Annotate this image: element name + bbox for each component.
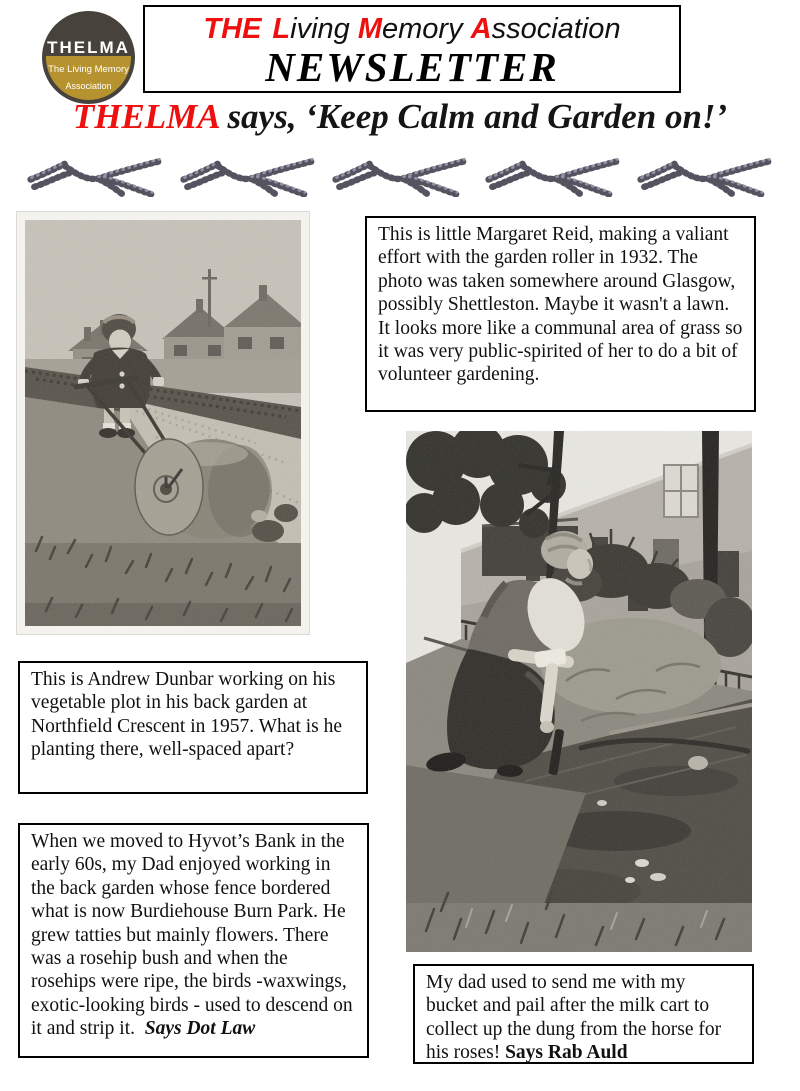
story-rab-auld-attribution: Says Rab Auld: [505, 1042, 628, 1064]
story-dot-law-attribution: Says Dot Law: [144, 1018, 256, 1040]
caption-margaret-reid: [365, 216, 756, 412]
logo-title: THELMA: [47, 38, 130, 57]
caption-margaret-text: This is little Margaret Reid, making a valiant effort with the garden roller in 1932. The photo was taken somewhere around Glasgow, possibly Shettleston. Maybe it wasn't a lawn. It looks more like a communal area of grass so it was very public-spirited of her to do a bit of volunteer gardening.: [378, 224, 743, 386]
caption-andrew-dunbar: [18, 661, 368, 794]
sprig-icon: [634, 151, 776, 197]
story-dot-law-text: When we moved to Hyvot’s Bank in the early 60s, my Dad enjoyed working in the back garden whose fence bordered what is now Burdiehouse Burn Park. He grew tatties but mainly flowers. There was a rosehip bush and when the rosehips were ripe, the birds -waxwings, exotic-looking birds - used to descend on it and strip it.: [31, 831, 353, 1040]
tagline-text: says, ‘Keep Calm and Garden on!’: [218, 97, 728, 136]
masthead-word-association: ssociation: [491, 13, 621, 45]
story-dot-law: [18, 823, 369, 1058]
masthead-word-memory: emory: [382, 13, 471, 45]
logo-gold-segment: [46, 56, 131, 100]
tagline-brand: THELMA: [72, 97, 219, 136]
story-rab-auld-text: My dad used to send me with my bucket and pail after the milk cart to collect up the dung from the horse for his roses!: [426, 972, 722, 1064]
floral-divider: [24, 150, 776, 198]
masthead-word-the: THE: [203, 13, 262, 45]
masthead-initial-a: A: [470, 13, 492, 45]
story-rab-auld: [413, 964, 754, 1064]
caption-andrew-text: This is Andrew Dunbar working on his vegetable plot in his back garden at Northfield Crescent in 1957. What is he planting there, well-spaced apart?: [31, 669, 343, 761]
photo-margaret-reid-roller: [16, 211, 310, 635]
thelma-logo: [42, 11, 135, 104]
masthead-box: [143, 5, 681, 93]
sprig-icon: [177, 151, 319, 197]
masthead-initial-l: L: [272, 13, 291, 45]
tagline-headline: [0, 97, 800, 137]
masthead-initial-m: M: [357, 13, 383, 45]
photo-andrew-dunbar-garden: [406, 431, 752, 952]
sprig-icon: [24, 151, 166, 197]
newsletter-title: NEWSLETTER: [265, 44, 559, 90]
logo-subtitle-line1: The Living Memory: [48, 64, 129, 75]
masthead-title: [145, 13, 679, 46]
logo-subtitle-line2: Association: [65, 81, 112, 91]
sprig-icon: [329, 151, 471, 197]
sprig-icon: [482, 151, 624, 197]
masthead-word-living: iving: [290, 13, 358, 45]
